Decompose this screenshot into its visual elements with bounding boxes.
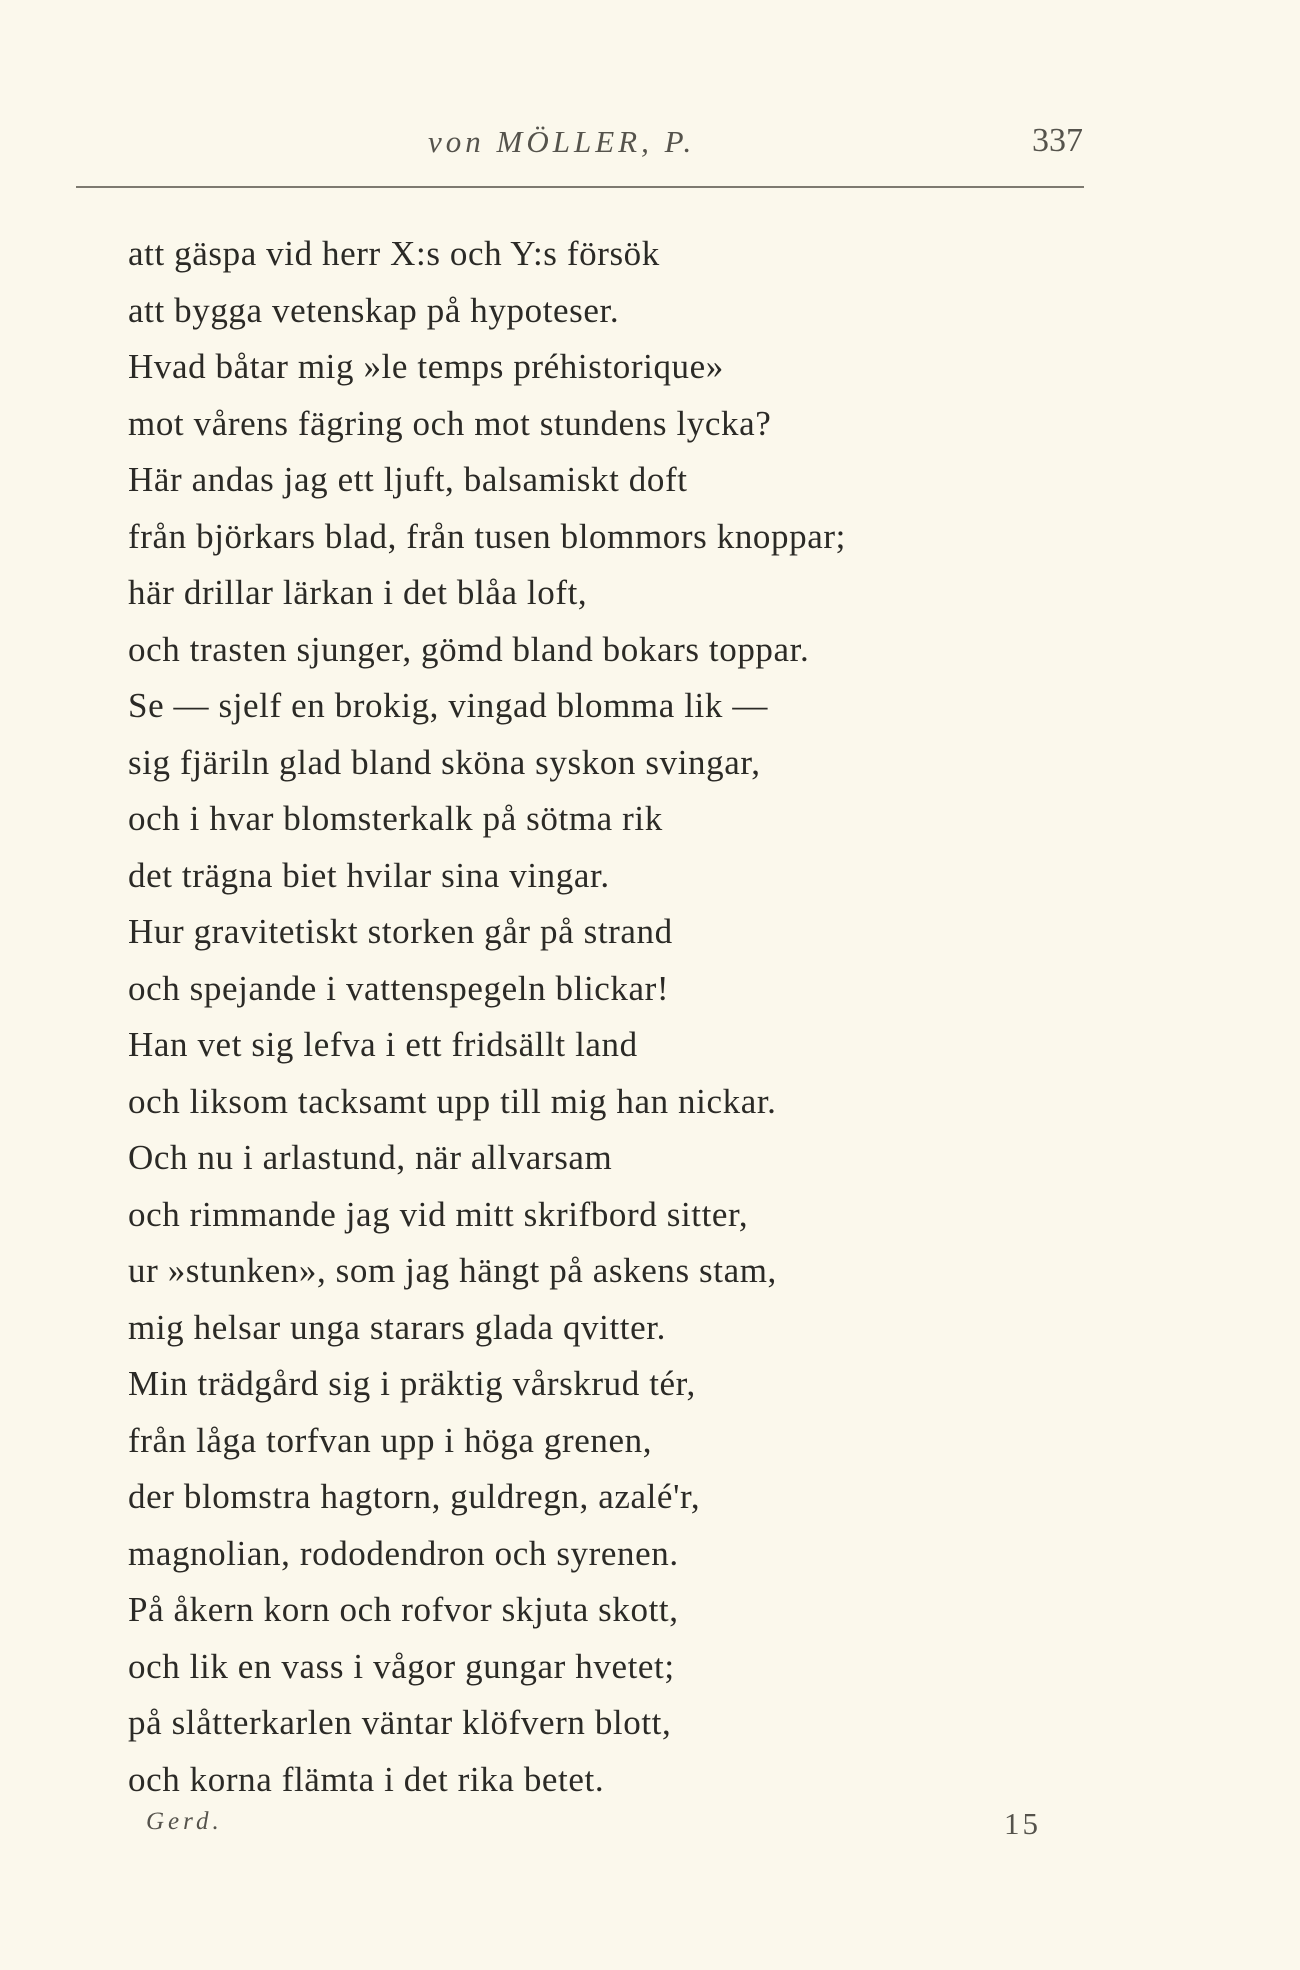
poem-line: och lik en vass i vågor gungar hvetet; (128, 1646, 675, 1686)
running-head-author: von MÖLLER, P. (428, 124, 696, 159)
poem-line: Hvad båtar mig »le temps préhistorique» (128, 347, 724, 386)
poem-line: det trägna biet hvilar sina vingar. (128, 855, 610, 895)
poem-line: att gäspa vid herr X:s och Y:s försök (128, 234, 660, 273)
poem-line: mig helsar unga starars glada qvitter. (128, 1307, 666, 1347)
poem-line: att bygga vetenskap på hypoteser. (128, 290, 620, 330)
poem-line: och spejande i vattenspegeln blickar! (128, 968, 670, 1008)
poem-line: Och nu i arlastund, när allvarsam (128, 1138, 613, 1177)
poem-line: här drillar lärkan i det blåa loft, (128, 573, 588, 612)
poem-line: från björkars blad, från tusen blommors knoppar; (128, 516, 846, 556)
poem-line: och i hvar blomsterkalk på sötma rik (128, 799, 663, 838)
poem-line: Min trädgård sig i präktig vårskrud tér, (128, 1364, 696, 1403)
poem-line: På åkern korn och rofvor skjuta skott, (128, 1590, 679, 1629)
poem-line: från låga torfvan upp i höga grenen, (128, 1420, 653, 1460)
poem-line: mot vårens fägring och mot stundens lycka? (128, 403, 772, 443)
poem-line: och liksom tacksamt upp till mig han nickar. (128, 1081, 777, 1121)
poem-line: Se — sjelf en brokig, vingad blomma lik — (128, 686, 768, 725)
sheet-number: 15 (1004, 1806, 1041, 1841)
poem-line: Han vet sig lefva i ett fridsällt land (128, 1025, 638, 1064)
poem-line: och trasten sjunger, gömd bland bokars toppar. (128, 629, 810, 669)
poem-line: magnolian, rododendron och syrenen. (128, 1533, 679, 1573)
poem-line: Här andas jag ett ljuft, balsamiskt doft (128, 460, 688, 499)
poem-line: Hur gravitetiskt storken går på strand (128, 912, 673, 951)
poem-line: och rimmande jag vid mitt skrifbord sitter, (128, 1194, 749, 1234)
poem-line: sig fjäriln glad bland sköna syskon svingar, (128, 742, 761, 782)
poem-line: på slåtterkarlen väntar klöfvern blott, (128, 1703, 672, 1742)
signature-mark: Gerd. (146, 1808, 223, 1835)
poem-line: och korna flämta i det rika betet. (128, 1759, 605, 1799)
header-rule (76, 186, 1084, 188)
running-head (128, 118, 1083, 168)
poem-text (128, 226, 1128, 1808)
poem-line: der blomstra hagtorn, guldregn, azalé'r, (128, 1477, 701, 1516)
page-number: 337 (1032, 122, 1083, 159)
poem-line: ur »stunken», som jag hängt på askens stam, (128, 1251, 777, 1290)
